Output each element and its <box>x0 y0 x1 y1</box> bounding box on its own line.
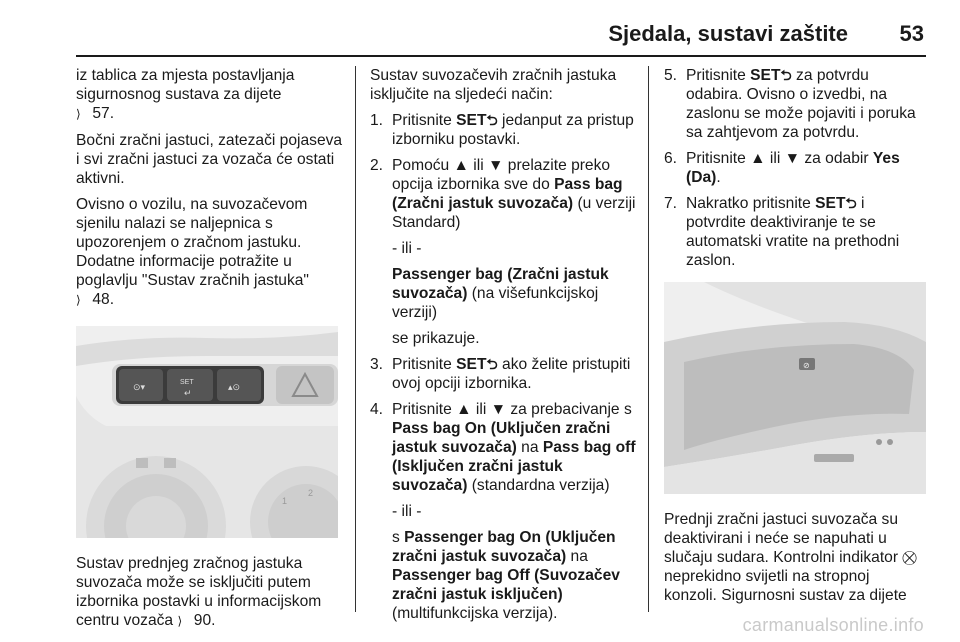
watermark: carmanualsonline.info <box>742 615 924 635</box>
svg-text:1: 1 <box>282 496 288 506</box>
list-item: 3. Pritisnite SET⮌ ako želite pristupiti ovoj opciji izbornika. <box>370 356 631 392</box>
reference-arrow-icon: ⟩ <box>76 293 81 307</box>
reference-arrow-icon: ⟩ <box>76 107 81 121</box>
column-divider <box>355 66 356 612</box>
overhead-console-illustration <box>664 282 926 494</box>
return-arrow-icon: ⮌ <box>486 112 498 128</box>
reference-arrow-icon: ⟩ <box>177 614 183 628</box>
return-arrow-icon: ⮌ <box>845 195 857 211</box>
dashboard-buttons-illustration <box>76 326 338 538</box>
page-reference[interactable]: ⟩ 57. <box>76 105 115 122</box>
column-divider <box>648 66 649 612</box>
airbag-off-indicator-icon: ⛒ <box>902 549 917 565</box>
instruction-list <box>370 111 640 623</box>
paragraph: Sustav suvozačevih zračnih jastuka isključite na sljedeći način: <box>370 67 617 103</box>
svg-text:2: 2 <box>308 488 314 498</box>
return-arrow-icon: ⮌ <box>780 67 792 83</box>
chapter-title: Sjedala, sustavi zaštite <box>608 21 848 46</box>
svg-text:SET: SET <box>180 379 194 386</box>
svg-text:⊙▾: ⊙▾ <box>133 382 146 392</box>
svg-text:▴⊙: ▴⊙ <box>228 382 241 392</box>
list-item: 1. Pritisnite SET⮌ jedanput za pristup izborniku postavki. <box>370 112 634 148</box>
paragraph: iz tablica za mjesta postavljanja sigurnosnog sustava za dijete ⟩ 57. <box>76 67 295 122</box>
page-reference[interactable]: ⟩ 90. <box>177 612 216 629</box>
page-reference[interactable]: ⟩ 48. <box>76 291 115 308</box>
column-2 <box>370 66 640 630</box>
list-item: 5. Pritisnite SET⮌ za potvrdu odabira. Ovisno o izvedbi, na zaslonu se može pojaviti i poruka sa zahtjevom za potvrdu. <box>664 67 916 141</box>
paragraph: Bočni zračni jastuci, zatezači pojaseva i svi zračni jastuci za vozača će ostati aktivni. <box>76 132 343 187</box>
list-item: 6. Pritisnite ▲ ili ▼ za odabir Yes (Da). <box>664 150 900 186</box>
image-caption: Sustav prednjeg zračnog jastuka suvozača može se isključiti putem izbornika postavki u informacijskom centru vozača ⟩ 90. <box>76 555 322 629</box>
return-arrow-icon: ⮌ <box>486 356 498 372</box>
page-header <box>0 0 960 60</box>
list-item: 7. Nakratko pritisnite SET⮌ i potvrdite deaktiviranje te se automatski vratite na prethodni zaslon. <box>664 195 900 269</box>
list-item: 2. Pomoću ▲ ili ▼ prelazite preko opcija izbornika sve do Pass bag (Zračni jastuk suvozača) (u verziji Standard) - ili - Passenger bag (Zračni jastuk suvozača) (na višefunkcijskoj verziji) se prikazuje. <box>370 157 636 347</box>
paragraph: Ovisno o vozilu, na suvozačevom sjenilu nalazi se naljepnica s upozorenjem o zračnom jastuku. Dodatne informacije potražite u poglavlju "Sustav zračnih jastuka" ⟩ 48. <box>76 196 309 308</box>
column-1 <box>76 66 344 638</box>
list-item: 4. Pritisnite ▲ ili ▼ za prebacivanje s Pass bag On (Uključen zračni jastuk suvozača) na Pass bag off (Isključen zračni jastuk suvozača) (standardna verzija) - ili - s Passenger bag On (Uključen zračni jastuk suvozača) na Passenger bag Off (Suvozačev zračni jastuk isključen) (multifunkcijska verzija). <box>370 401 636 622</box>
instruction-list <box>664 66 926 270</box>
svg-text:↵: ↵ <box>184 388 192 398</box>
column-3 <box>664 66 926 612</box>
page-number: 53 <box>899 21 924 46</box>
header-rule <box>76 55 926 57</box>
image-caption: Prednji zračni jastuci suvozača su deaktivirani i neće se napuhati u slučaju sudara. Kontrolni indikator ⛒ neprekidno svijetli na stropnoj konzoli. Sigurnosni sustav za dijete <box>664 511 917 604</box>
svg-text:⊘: ⊘ <box>803 361 810 370</box>
